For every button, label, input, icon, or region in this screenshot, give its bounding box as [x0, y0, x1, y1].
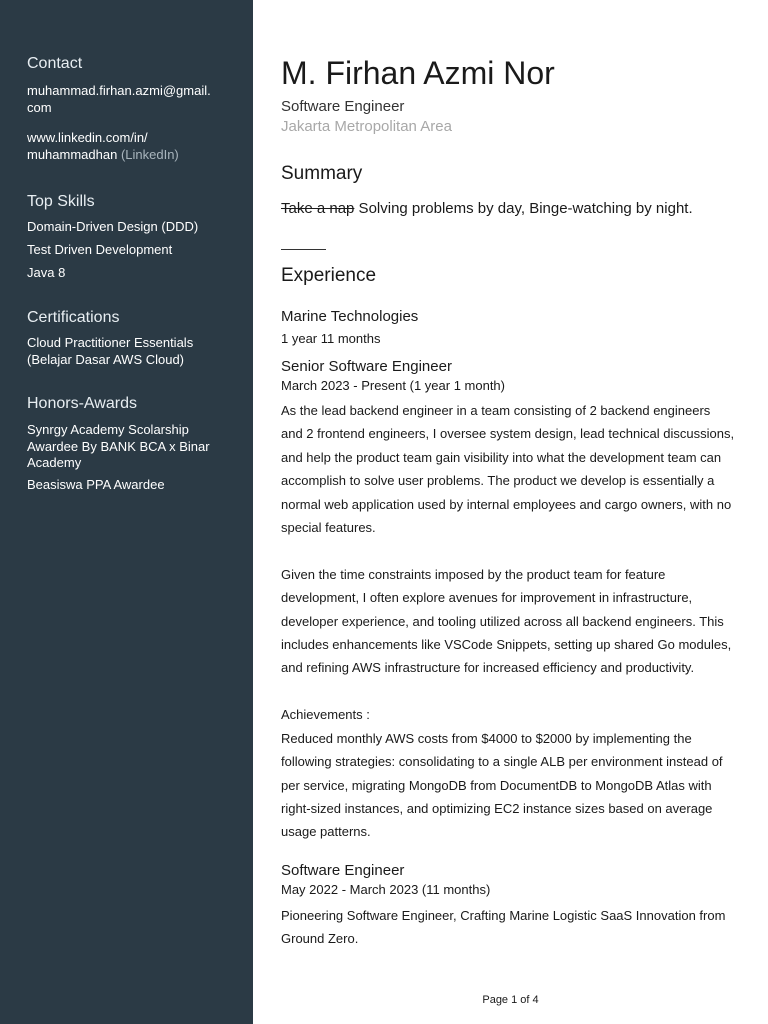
- experience-heading: Experience: [281, 265, 377, 286]
- company-name: Marine Technologies: [281, 308, 419, 325]
- linkedin-line-1: www.linkedin.com/in/: [27, 130, 148, 145]
- certification-line-1: Cloud Practitioner Essentials: [27, 335, 194, 350]
- contact-heading: Contact: [27, 55, 83, 72]
- summary-heading: Summary: [281, 163, 363, 184]
- position-description: As the lead backend engineer in a team consisting of 2 backend engineers and 2 frontend engineers, I oversee system design, lead technical discussions, and help the product team gain visibility into what the development team can accomplish to solve user problems. The product we develop is essentially a normal web application used by internal employees and cargo owners, with no special features. Given the time constraints imposed by the product team for feature development, I often explore avenues for improvement in infrastructure, developer experience, and tooling utilized across all backend engineers. This includes enhancements like VSCode Snippets, setting up shared Go modules, and refining AWS infrastructure for increased efficiency and productivity. Achievements : Reduced monthly AWS costs from $4000 to $2000 by implementing the following strategies: consolidating to a single ALB per environment instead of per service, migrating MongoDB from DocumentDB to MongoDB Atlas with right-sized instances, and optimizing EC2 instance sizes based on average usage patterns.: [281, 403, 735, 840]
- honor-line-2: Awardee By BANK BCA x Binar: [27, 438, 210, 454]
- email-line-1: muhammad.firhan.azmi@gmail.: [27, 83, 211, 98]
- headline: Software Engineer: [281, 98, 405, 115]
- certification-item: [27, 335, 227, 368]
- linkedin-link[interactable]: [27, 130, 227, 163]
- summary-struck-text: Take a nap: [281, 200, 355, 217]
- position-title: Software Engineer: [281, 862, 405, 879]
- page-number: Page 1 of 4: [482, 994, 539, 1006]
- summary-text: [281, 199, 741, 218]
- location: Jakarta Metropolitan Area: [281, 118, 452, 135]
- linkedin-tag: (LinkedIn): [120, 146, 179, 162]
- email-link[interactable]: [27, 83, 227, 116]
- certification-line-2: (Belajar Dasar AWS Cloud): [27, 351, 185, 367]
- linkedin-line-2: [27, 147, 227, 164]
- honors-heading: Honors-Awards: [27, 395, 137, 412]
- skill-item: Domain-Driven Design (DDD): [27, 219, 199, 234]
- linkedin-handle: muhammadhan: [27, 146, 118, 162]
- honor-item: [27, 422, 227, 472]
- skill-item: Java 8: [27, 265, 66, 280]
- honor-item: Beasiswa PPA Awardee: [27, 477, 165, 492]
- skill-item: Test Driven Development: [27, 242, 173, 257]
- top-skills-heading: Top Skills: [27, 193, 95, 210]
- summary-body: Solving problems by day, Binge-watching by night.: [354, 200, 693, 217]
- full-name: M. Firhan Azmi Nor: [281, 55, 555, 91]
- honor-line-3: Academy: [27, 455, 82, 470]
- position-description: Pioneering Software Engineer, Crafting Marine Logistic SaaS Innovation from Ground Zero.: [281, 908, 726, 947]
- position-title: Senior Software Engineer: [281, 358, 452, 375]
- position-dates: March 2023 - Present (1 year 1 month): [281, 378, 505, 393]
- email-line-2: com: [27, 99, 52, 115]
- section-divider: [281, 249, 326, 250]
- company-duration: 1 year 11 months: [281, 331, 381, 346]
- position-dates: May 2022 - March 2023 (11 months): [281, 882, 491, 897]
- honor-line-1: Synrgy Academy Scolarship: [27, 422, 189, 437]
- certifications-heading: Certifications: [27, 309, 120, 326]
